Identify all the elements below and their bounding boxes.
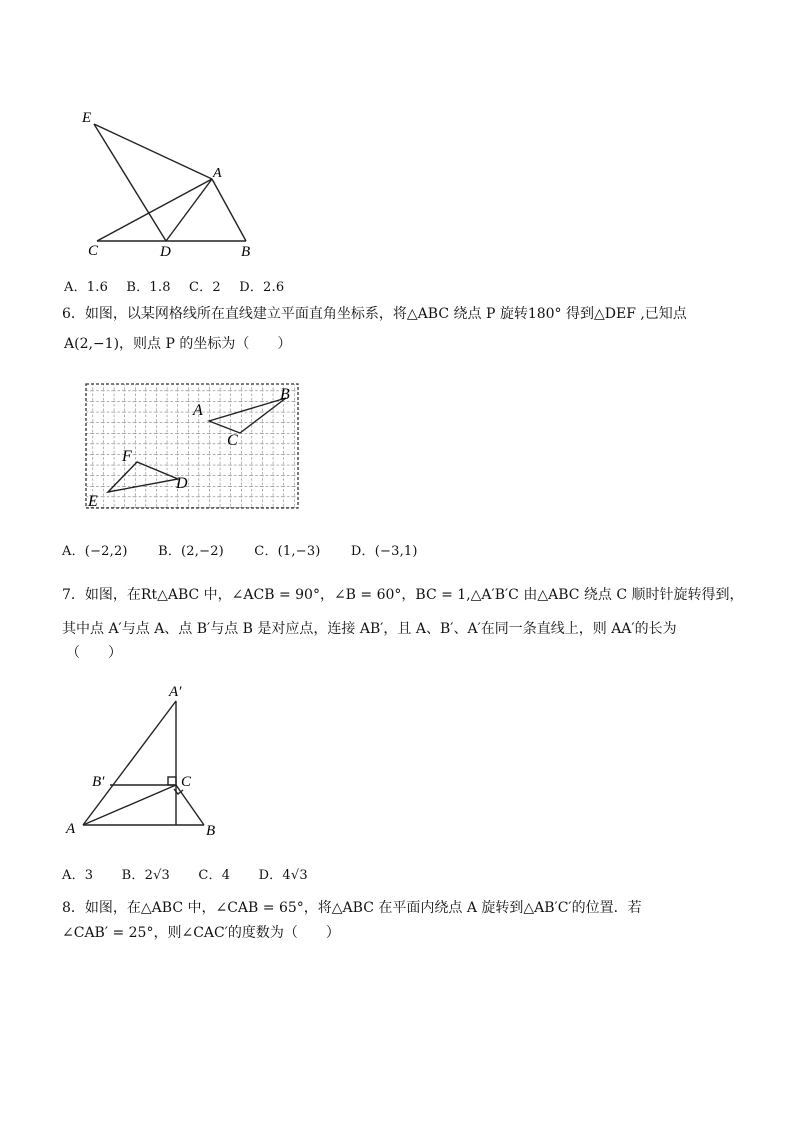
q8-stem-line2: ∠CAB′ = 25°，则∠CAC′的度数为（ ） <box>62 925 340 941</box>
label-B-prime: B′ <box>92 774 105 790</box>
grid-label-C: C <box>227 432 238 449</box>
q6-option-a[interactable]: A．(−2,2) <box>62 544 128 559</box>
label-B: B <box>241 244 251 260</box>
q5-option-b[interactable]: B．1.8 <box>126 280 171 295</box>
q7-stem-line1: 7．如图，在Rt△ABC 中，∠ACB = 90°，∠B = 60°，BC = 1,△A′B′C 由△ABC 绕点 C 顺时针旋转得到， <box>62 587 744 603</box>
q6-option-b[interactable]: B．(2,−2) <box>158 544 224 559</box>
q7-stem-line2: 其中点 A′与点 A、点 B′与点 B 是对应点，连接 AB′，且 A、B′、A′在同一条直线上，则 AA′的长为 <box>62 621 677 637</box>
figure-q5 <box>70 100 280 265</box>
grid-label-D: D <box>176 475 188 492</box>
q6-stem-line2: A(2,−1)，则点 P 的坐标为（ ） <box>64 336 292 352</box>
label-B: B <box>206 823 216 839</box>
q6-options <box>62 543 418 561</box>
q7-option-a[interactable]: A．3 <box>62 868 94 883</box>
q7-stem-line3: （ ） <box>66 645 122 661</box>
grid-label-B: B <box>280 386 290 403</box>
label-E: E <box>82 110 92 126</box>
label-A: A <box>213 166 222 181</box>
q6-option-d[interactable]: D．(−3,1) <box>350 544 418 559</box>
q7-option-c[interactable]: C．4 <box>198 868 231 883</box>
label-C: C <box>88 243 99 259</box>
grid-label-E: E <box>88 493 98 510</box>
grid-label-A: A <box>193 402 203 419</box>
q6-option-c[interactable]: C．(1,−3) <box>254 544 321 559</box>
q5-options <box>64 279 284 297</box>
q7-option-d[interactable]: D．4√3 <box>258 868 308 883</box>
q5-option-a[interactable]: A．1.6 <box>64 280 109 295</box>
q6-stem-line1: 6．如图，以某网格线所在直线建立平面直角坐标系，将△ABC 绕点 P 旋转180° 得到△DEF ,已知点 <box>62 306 687 322</box>
q8-stem-line1: 8．如图，在△ABC 中，∠CAB = 65°，将△ABC 在平面内绕点 A 旋转到△AB′C′的位置．若 <box>62 900 642 916</box>
label-A-prime: A′ <box>169 684 182 700</box>
figure-q6-grid <box>82 380 304 512</box>
q5-option-d[interactable]: D．2.6 <box>239 280 285 295</box>
q7-options <box>62 867 308 885</box>
label-C: C <box>181 774 192 790</box>
label-A: A <box>66 821 76 837</box>
label-D: D <box>160 244 171 260</box>
figure-q7 <box>60 678 230 843</box>
grid-label-F: F <box>122 448 132 465</box>
q5-option-c[interactable]: C．2 <box>189 280 221 295</box>
q7-option-b[interactable]: B．2√3 <box>121 868 171 883</box>
